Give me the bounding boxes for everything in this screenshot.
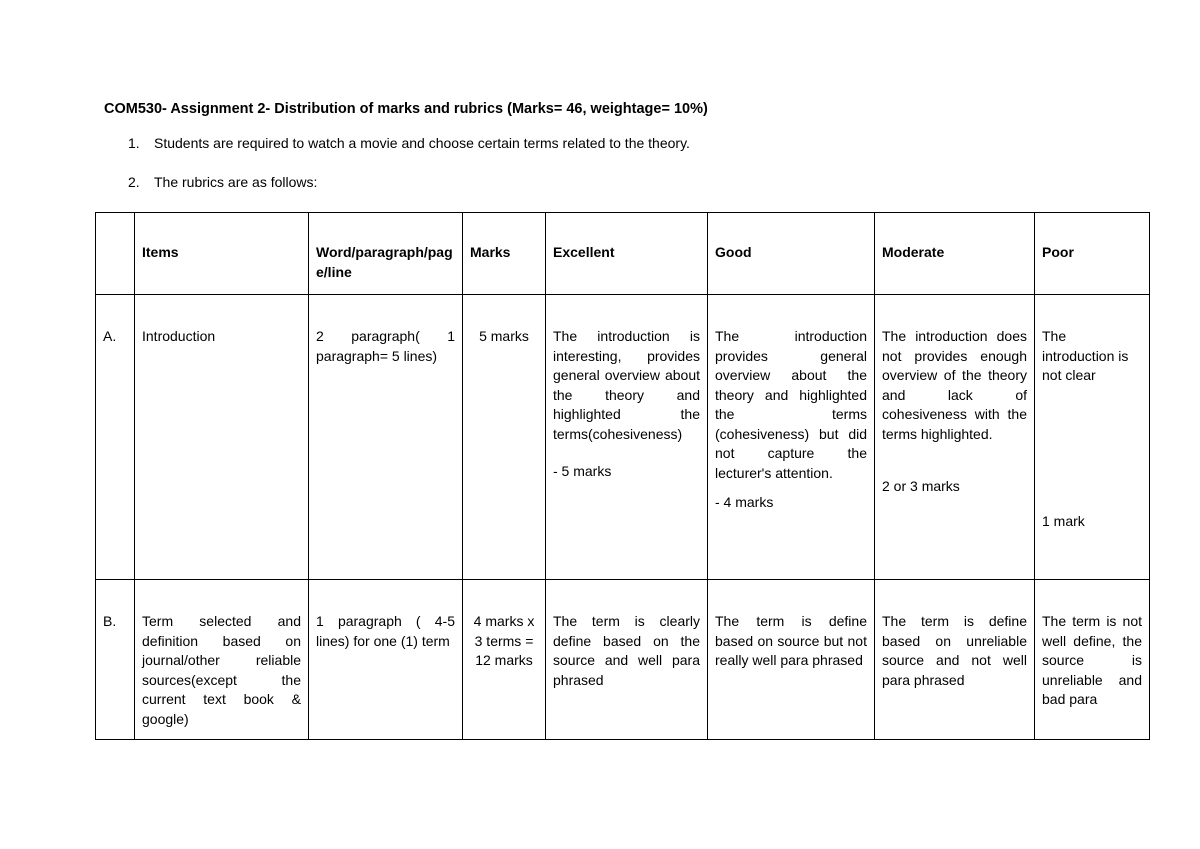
page-title: COM530- Assignment 2- Distribution of marks and rubrics (Marks= 46, weightage= 10%): [104, 101, 708, 117]
poor-mark: 1 mark: [1042, 512, 1085, 529]
row-length: 2 paragraph( 1 paragraph= 5 lines): [309, 295, 463, 580]
table-row: [96, 295, 1150, 580]
row-marks: 4 marks x 3 terms = 12 marks: [463, 580, 546, 740]
row-marks: 5 marks: [463, 295, 546, 580]
excellent-mark: - 5 marks: [553, 463, 612, 479]
row-item: Term selected and definition based on journal/other reliable sources(except the current text book & google): [135, 580, 309, 740]
list-text: The rubrics are as follows:: [154, 174, 318, 190]
row-moderate: The term is define based on unreliable source and not well para phrased: [875, 580, 1035, 740]
table-header-row: [96, 213, 1150, 295]
rubric-table: [95, 212, 1150, 740]
table-row: [96, 580, 1150, 740]
header-blank: [96, 213, 135, 295]
row-poor: [1035, 295, 1150, 580]
good-mark: - 4 marks: [715, 494, 774, 510]
header-poor: Poor: [1035, 213, 1150, 295]
row-length: 1 paragraph ( 4-5 lines) for one (1) term: [309, 580, 463, 740]
excellent-text: The introduction is interesting, provides general overview about the theory and highlighted the terms(cohesiveness): [553, 328, 700, 442]
header-items: Items: [135, 213, 309, 295]
list-number: 2.: [128, 174, 140, 190]
row-label: B.: [96, 580, 135, 740]
row-good: The term is define based on source but not really well para phrased: [708, 580, 875, 740]
header-length: Word/paragraph/page/line: [309, 213, 463, 295]
row-moderate: [875, 295, 1035, 580]
header-excellent: Excellent: [546, 213, 708, 295]
moderate-text: The introduction does not provides enough overview of the theory and lack of cohesiveness with the terms highlighted.: [882, 328, 1027, 442]
row-label: A.: [96, 295, 135, 580]
header-moderate: Moderate: [875, 213, 1035, 295]
list-item: [128, 174, 317, 190]
row-poor: The term is not well define, the source is unreliable and bad para: [1035, 580, 1150, 740]
list-text: Students are required to watch a movie and choose certain terms related to the theory.: [154, 135, 690, 151]
list-number: 1.: [128, 135, 140, 151]
moderate-mark: 2 or 3 marks: [882, 478, 960, 494]
row-excellent: The term is clearly define based on the source and well para phrased: [546, 580, 708, 740]
row-excellent: [546, 295, 708, 580]
header-marks: Marks: [463, 213, 546, 295]
list-item: [128, 135, 690, 151]
row-good: [708, 295, 875, 580]
header-good: Good: [708, 213, 875, 295]
good-text: The introduction provides general overview about the theory and highlighted the terms (cohesiveness) but did not capture the lecturer's attention.: [715, 328, 867, 481]
row-item: Introduction: [135, 295, 309, 580]
poor-text: The introduction is not clear: [1042, 328, 1129, 383]
